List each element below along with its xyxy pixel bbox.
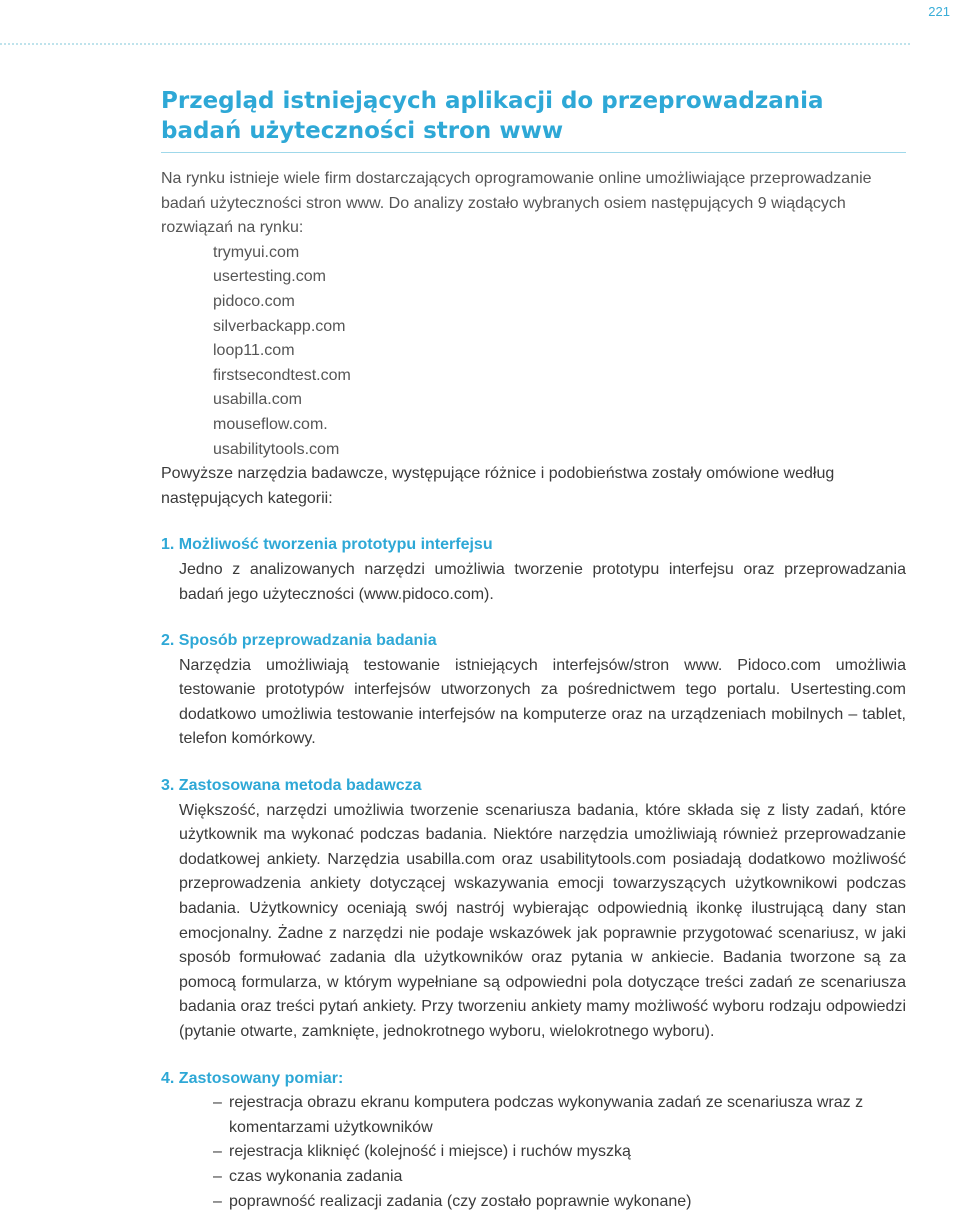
section-heading: 2. Sposób przeprowadzania badania <box>161 632 437 650</box>
list-item: – rejestracja obrazu ekranu komputera podczas wykonywania zadań ze scenariusza wraz z komentarzami użytkowników <box>213 1091 906 1140</box>
section-heading: 4. Zastosowany pomiar: <box>161 1069 344 1087</box>
site-list <box>161 241 906 462</box>
list-item: usabilla.com <box>213 391 302 409</box>
summary-paragraph: Powyższe narzędzia badawcze, występujące różnice i podobieństwa zostały omówione według następujących kategorii: <box>161 465 835 507</box>
measurement-list <box>161 1091 906 1214</box>
list-item: usabilitytools.com <box>213 440 340 458</box>
page-title: Przegląd istniejących aplikacji do przeprowadzania badań użyteczności stron www <box>161 88 824 144</box>
list-item: trymyui.com <box>213 243 300 261</box>
section-body: Jedno z analizowanych narzędzi umożliwia tworzenie prototypu interfejsu oraz przeprowadzania badań jego użyteczności (www.pidoco.com). <box>179 560 906 603</box>
list-item: – rejestracja kliknięć (kolejność i miejsce) i ruchów myszką <box>213 1140 906 1165</box>
section-measurement <box>161 1067 906 1215</box>
list-item: – poprawność realizacji zadania (czy zostało poprawnie wykonane) <box>213 1190 906 1215</box>
section-prototyping <box>161 533 906 607</box>
list-item: loop11.com <box>213 342 295 360</box>
title-rule <box>161 152 906 153</box>
section-method <box>161 629 906 752</box>
section-heading: 1. Możliwość tworzenia prototypu interfejsu <box>161 536 493 554</box>
section-body: Większość, narzędzi umożliwia tworzenie scenariusza badania, które składa się z listy zadań, które użytkownik ma wykonać podczas badania. Niektóre narzędzia umożliwiają również przeprowadzanie dodatkowej ankiety. Narzędzia usabilla.com oraz usabilitytools.com posiadają dodatkowo możliwość przeprowadzenia ankiety dotyczącej wskazywania emocji towarzyszących użytkownikowi podczas badania. Użytkownicy oceniają swój nastrój wybierając odpowiednią ikonkę ilustrującą dany stan emocjonalny. Żadne z narzędzi nie podaje wskazówek jak poprawnie przygotować scenariusz, w jaki sposób formułować zadania dla użytkowników oraz pytania w ankiecie. Badania tworzone są za pomocą formularza, w którym wypełniane są odpowiedni pola dotyczące treści zadań ze scenariusza badania oraz treści pytań ankiety. Przy tworzeniu ankiety mamy możliwość wyboru rodzaju odpowiedzi (pytanie otwarte, zamknięte, jednokrotnego wyboru, wielokrotnego wyboru). <box>179 801 906 1040</box>
list-item: – czas wykonania zadania <box>213 1165 906 1190</box>
section-heading: 3. Zastosowana metoda badawcza <box>161 777 422 795</box>
document-body <box>161 167 906 1214</box>
list-item: pidoco.com <box>213 292 295 310</box>
header-rule <box>0 43 910 45</box>
section-research-method <box>161 774 906 1045</box>
intro-paragraph: Na rynku istnieje wiele firm dostarczających oprogramowanie online umożliwiające przeprowadzanie badań użyteczności stron www. Do analizy zostało wybranych osiem następujących 9 wiądących rozwiązań na rynku: <box>161 170 872 237</box>
list-item: mouseflow.com. <box>213 415 328 433</box>
list-item: firstsecondtest.com <box>213 366 351 384</box>
list-item: usertesting.com <box>213 268 326 286</box>
section-body: Narzędzia umożliwiają testowanie istniejących interfejsów/stron www. Pidoco.com umożliwia testowanie prototypów interfejsów utworzonych za pośrednictwem tego portalu. Usertesting.com dodatkowo umożliwia testowanie interfejsów na komputerze oraz na urządzeniach mobilnych – tablet, telefon komórkowy. <box>179 656 906 748</box>
list-item: silverbackapp.com <box>213 317 346 335</box>
page-number: 221 <box>928 4 950 19</box>
